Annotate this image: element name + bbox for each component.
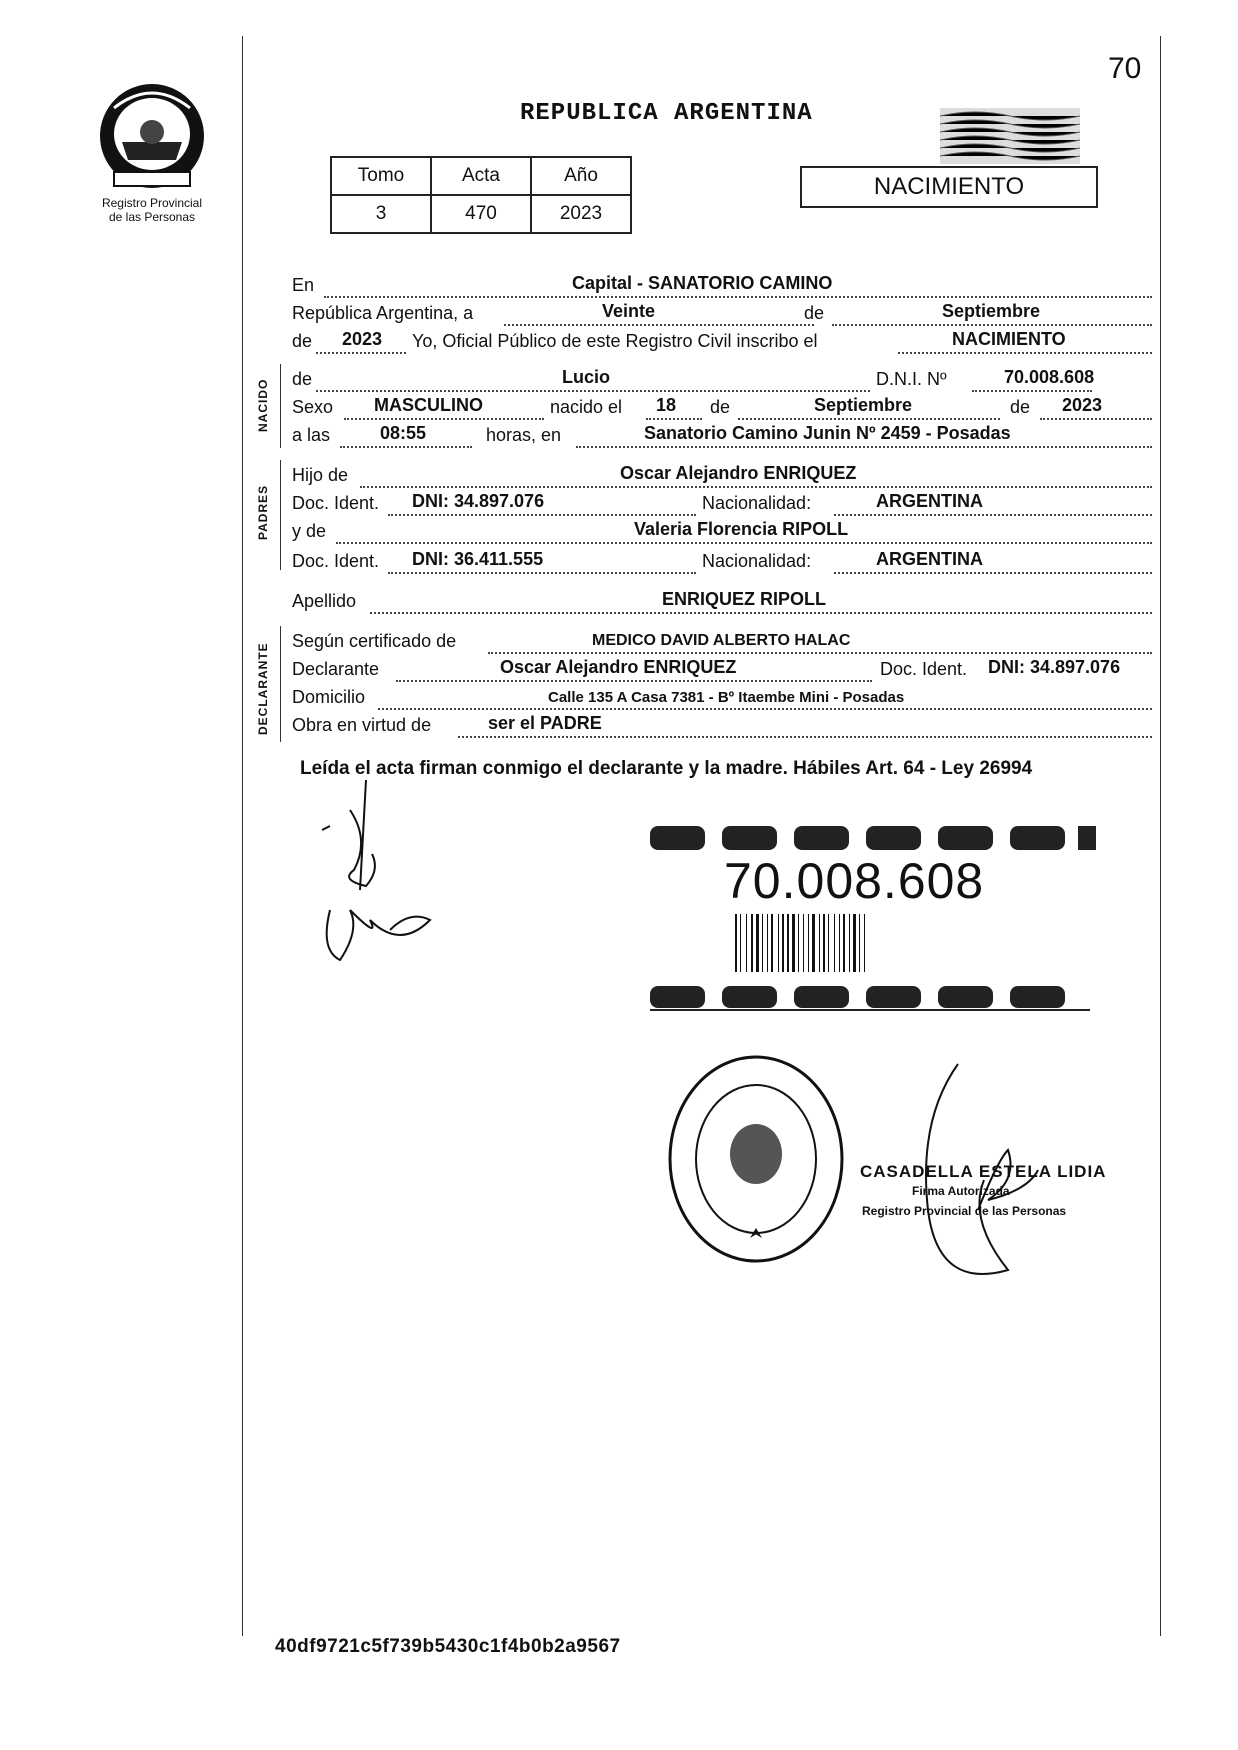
signatory-name: CASADELLA ESTELA LIDIA — [860, 1162, 1107, 1181]
label-de: de — [292, 369, 313, 389]
value-birth-month: Septiembre — [814, 395, 913, 415]
dotted-line — [576, 446, 1152, 448]
form-row-surname — [292, 586, 1152, 614]
label-doc: Doc. Ident. — [292, 493, 380, 513]
declarant-signature-icon — [310, 770, 450, 990]
label-de: de — [804, 303, 825, 323]
form-row-en — [292, 270, 1152, 298]
label-nacionalidad: Nacionalidad: — [702, 493, 812, 513]
label-obra: Obra en virtud de — [292, 715, 432, 735]
form-row-time — [292, 420, 1152, 448]
label-nacionalidad: Nacionalidad: — [702, 551, 812, 571]
barcode-bar — [808, 914, 809, 972]
barcode-bar — [859, 914, 860, 972]
form-row-father — [292, 460, 1152, 488]
barcode-bar — [828, 914, 829, 972]
signatory-role: Firma Autorizada — [912, 1184, 1010, 1198]
barcode-bar — [762, 914, 763, 972]
value-father: Oscar Alejandro ENRIQUEZ — [620, 463, 857, 483]
label-certificado: Según certificado de — [292, 631, 457, 651]
label-yo: Yo, Oficial Público de este Registro Civil inscribo el — [412, 331, 818, 351]
label-apellido: Apellido — [292, 591, 357, 611]
value-mother-dni: DNI: 36.411.555 — [412, 549, 544, 569]
table-header: Tomo — [331, 157, 431, 195]
form-row-mother-doc — [292, 546, 1152, 574]
logo-caption — [82, 196, 222, 224]
security-band-top-icon — [650, 822, 1100, 852]
value-declarant: Oscar Alejandro ENRIQUEZ — [500, 657, 737, 677]
logo-caption-line2: de las Personas — [108, 210, 196, 224]
value-address: Calle 135 A Casa 7381 - Bº Itaembe Mini - Posadas — [548, 689, 905, 706]
value-day: Veinte — [602, 301, 656, 321]
value-declarant-dni: DNI: 34.897.076 — [988, 657, 1121, 677]
section-label-declarante: DECLARANTE — [256, 642, 270, 735]
barcode-bar — [803, 914, 804, 972]
value-birth-day: 18 — [656, 395, 677, 415]
right-margin-line — [1160, 36, 1161, 1636]
barcode-bar — [853, 914, 856, 972]
value-certificate: MEDICO DAVID ALBERTO HALAC — [592, 632, 851, 649]
label-de: de — [710, 397, 731, 417]
dni-number-large: 70.008.608 — [724, 853, 985, 909]
label-doc: Doc. Ident. — [292, 551, 380, 571]
barcode-bar — [740, 914, 741, 972]
form-row-name — [292, 364, 1152, 392]
dotted-line — [370, 612, 1152, 614]
dotted-line — [898, 352, 1152, 354]
declarante-bracket — [280, 626, 281, 742]
padres-bracket — [280, 460, 281, 570]
value-mother: Valeria Florencia RIPOLL — [634, 519, 849, 539]
document-hash: 40df9721c5f739b5430c1f4b0b2a9567 — [275, 1636, 621, 1657]
label-nacido: nacido el — [550, 397, 623, 417]
value-mother-nationality: ARGENTINA — [876, 549, 983, 569]
section-label-padres: PADRES — [256, 484, 270, 540]
label-hijo: Hijo de — [292, 465, 349, 485]
form-row-declarant — [292, 654, 1152, 682]
form-row-mother — [292, 516, 1152, 544]
barcode-bar — [798, 914, 799, 972]
value-act: NACIMIENTO — [952, 329, 1066, 349]
dotted-line — [458, 736, 1152, 738]
barcode-bar — [756, 914, 759, 972]
label-horas: horas, en — [486, 425, 562, 445]
value-birth-place: Sanatorio Camino Junin Nº 2459 - Posadas — [644, 423, 1011, 443]
security-band-bottom-icon — [650, 982, 1100, 1012]
form-row-date — [292, 298, 1152, 326]
dotted-line — [340, 446, 472, 448]
barcode-bar — [751, 914, 753, 972]
barcode-icon — [735, 914, 960, 972]
barcode-bar — [819, 914, 820, 972]
table-header: Acta — [431, 157, 531, 195]
document-title: REPUBLICA ARGENTINA — [520, 100, 813, 127]
form-row-father-doc — [292, 488, 1152, 516]
value-dni: 70.008.608 — [1004, 367, 1095, 387]
nacido-bracket — [280, 364, 281, 448]
page-number: 70 — [1108, 52, 1142, 85]
label-de: de — [1010, 397, 1031, 417]
dotted-line — [834, 572, 1152, 574]
dotted-line — [388, 572, 696, 574]
label-doc: Doc. Ident. — [880, 659, 968, 679]
barcode-bar — [792, 914, 795, 972]
form-row-reason — [292, 710, 1152, 738]
label-de: de — [292, 331, 313, 351]
value-month: Septiembre — [942, 301, 1041, 321]
table-cell: 3 — [331, 195, 431, 233]
barcode-bar — [782, 914, 784, 972]
barcode-bar — [767, 914, 768, 972]
form-row-certificate — [292, 626, 1152, 654]
barcode-bar — [812, 914, 815, 972]
barcode-bar — [849, 914, 850, 972]
form-row-address — [292, 682, 1152, 710]
security-stamp-icon — [940, 108, 1080, 164]
barcode-bar — [787, 914, 789, 972]
table-cell: 470 — [431, 195, 531, 233]
value-reason: ser el PADRE — [488, 713, 602, 733]
province-emblem-icon — [92, 80, 212, 192]
section-label-nacido: NACIDO — [256, 378, 270, 432]
barcode-bar — [864, 914, 865, 972]
label-hora: a las — [292, 425, 331, 445]
logo-caption-line1: Registro Provincial — [101, 196, 203, 210]
value-place: Capital - SANATORIO CAMINO — [572, 273, 833, 293]
barcode-bar — [735, 914, 737, 972]
value-time: 08:55 — [380, 423, 427, 443]
barcode-bar — [778, 914, 779, 972]
barcode-bar — [771, 914, 773, 972]
barcode-bar — [823, 914, 825, 972]
form-row-year — [292, 326, 1152, 354]
dotted-line — [316, 352, 406, 354]
value-father-dni: DNI: 34.897.076 — [412, 491, 545, 511]
value-year: 2023 — [342, 329, 383, 349]
label-yde: y de — [292, 521, 327, 541]
label-sexo: Sexo — [292, 397, 334, 417]
value-sex: MASCULINO — [374, 395, 483, 415]
legal-note: Leída el acta firman conmigo el declarante y la madre. Hábiles Art. 64 - Ley 26994 — [300, 758, 1033, 779]
label-en: En — [292, 275, 315, 295]
value-surname: ENRIQUEZ RIPOLL — [662, 589, 827, 609]
barcode-bar — [843, 914, 845, 972]
label-domicilio: Domicilio — [292, 687, 366, 707]
signatory-org: Registro Provincial de las Personas — [862, 1204, 1067, 1218]
label-republica: República Argentina, a — [292, 303, 474, 323]
left-margin-line — [242, 36, 243, 1636]
table-header: Año — [531, 157, 631, 195]
value-birth-year: 2023 — [1062, 395, 1103, 415]
barcode-bar — [839, 914, 840, 972]
barcode-bar — [834, 914, 835, 972]
dotted-line — [336, 542, 1152, 544]
table-cell: 2023 — [531, 195, 631, 233]
value-name: Lucio — [562, 367, 610, 387]
official-seal-icon — [666, 1054, 846, 1264]
label-declarante: Declarante — [292, 659, 380, 679]
label-dni: D.N.I. Nº — [876, 369, 947, 389]
form-row-sex — [292, 392, 1152, 420]
record-table — [330, 156, 632, 234]
record-type-box: NACIMIENTO — [800, 166, 1098, 208]
value-father-nationality: ARGENTINA — [876, 491, 983, 511]
barcode-bar — [746, 914, 747, 972]
